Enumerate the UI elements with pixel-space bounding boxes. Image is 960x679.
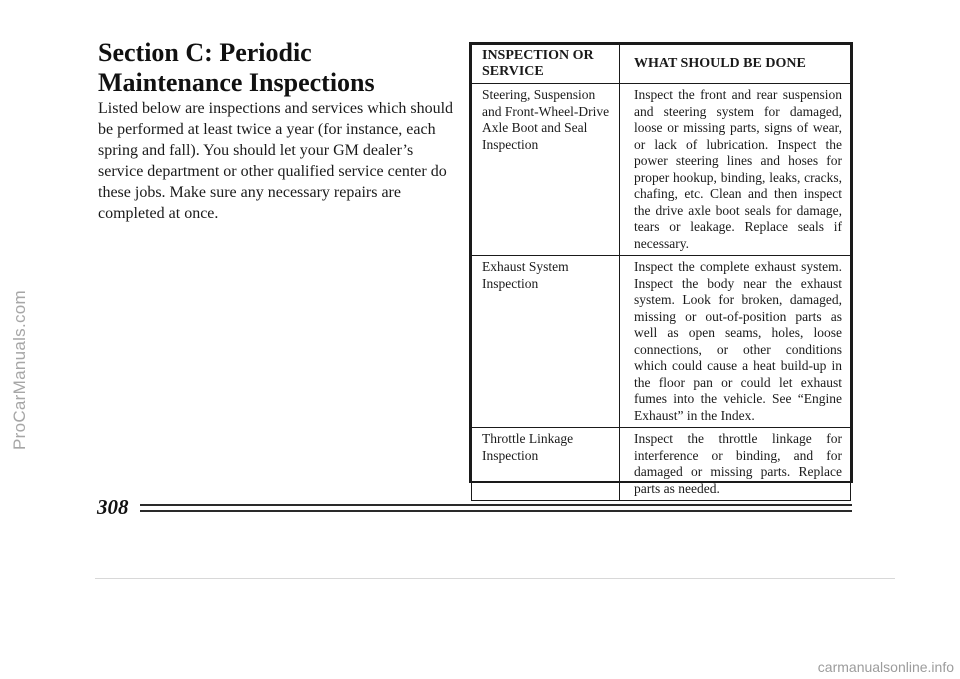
watermark-bottom: carmanualsonline.info bbox=[817, 659, 954, 675]
inspection-action: Inspect the throttle linkage for interference or binding, and for damaged or missing parts. Replace parts as needed. bbox=[620, 428, 851, 501]
watermark-side: ProCarManuals.com bbox=[10, 289, 29, 451]
table-row bbox=[472, 84, 851, 256]
inspection-action: Inspect the complete exhaust system. Inspect the body near the exhaust system. Look for broken, damaged, missing or out-of-position parts as well as open seams, holes, loose connections, or other conditions which could cause a heat build-up in the floor pan or could let exhaust fumes into the vehicle. See “Engine Exhaust” in the Index. bbox=[620, 256, 851, 428]
table-row bbox=[472, 256, 851, 428]
header-what-should-be-done: WHAT SHOULD BE DONE bbox=[620, 45, 851, 84]
inspection-item: Exhaust System Inspection bbox=[472, 256, 620, 428]
table-row bbox=[472, 428, 851, 501]
inspection-item: Throttle Linkage Inspection bbox=[472, 428, 620, 501]
footer-rule-second bbox=[140, 510, 852, 512]
footer-rule bbox=[140, 504, 852, 506]
section-title: Section C: Periodic Maintenance Inspections bbox=[98, 38, 375, 97]
table-header-row bbox=[472, 45, 851, 84]
inspection-action: Inspect the front and rear suspension and steering system for damaged, loose or missing parts, signs of wear, or lack of lubrication. Inspect the power steering lines and hoses for proper hookup, binding, leaks, cracks, chafing, etc. Clean and then inspect the drive axle boot seals for damage, tears or leakage. Replace seals if necessary. bbox=[620, 84, 851, 256]
page-number: 308 bbox=[97, 495, 129, 519]
intro-paragraph: Listed below are inspections and services which should be performed at least twice a year (for instance, each spring and fall). You should let your GM dealer’s service department or other qualified service center do these jobs. Make sure any necessary repairs are completed at once. bbox=[98, 100, 454, 222]
inspection-item: Steering, Suspension and Front-Wheel-Drive Axle Boot and Seal Inspection bbox=[472, 84, 620, 256]
scan-edge-line bbox=[95, 578, 895, 579]
header-inspection-or-service: INSPECTION OR SERVICE bbox=[472, 45, 620, 84]
inspection-table bbox=[469, 42, 853, 496]
